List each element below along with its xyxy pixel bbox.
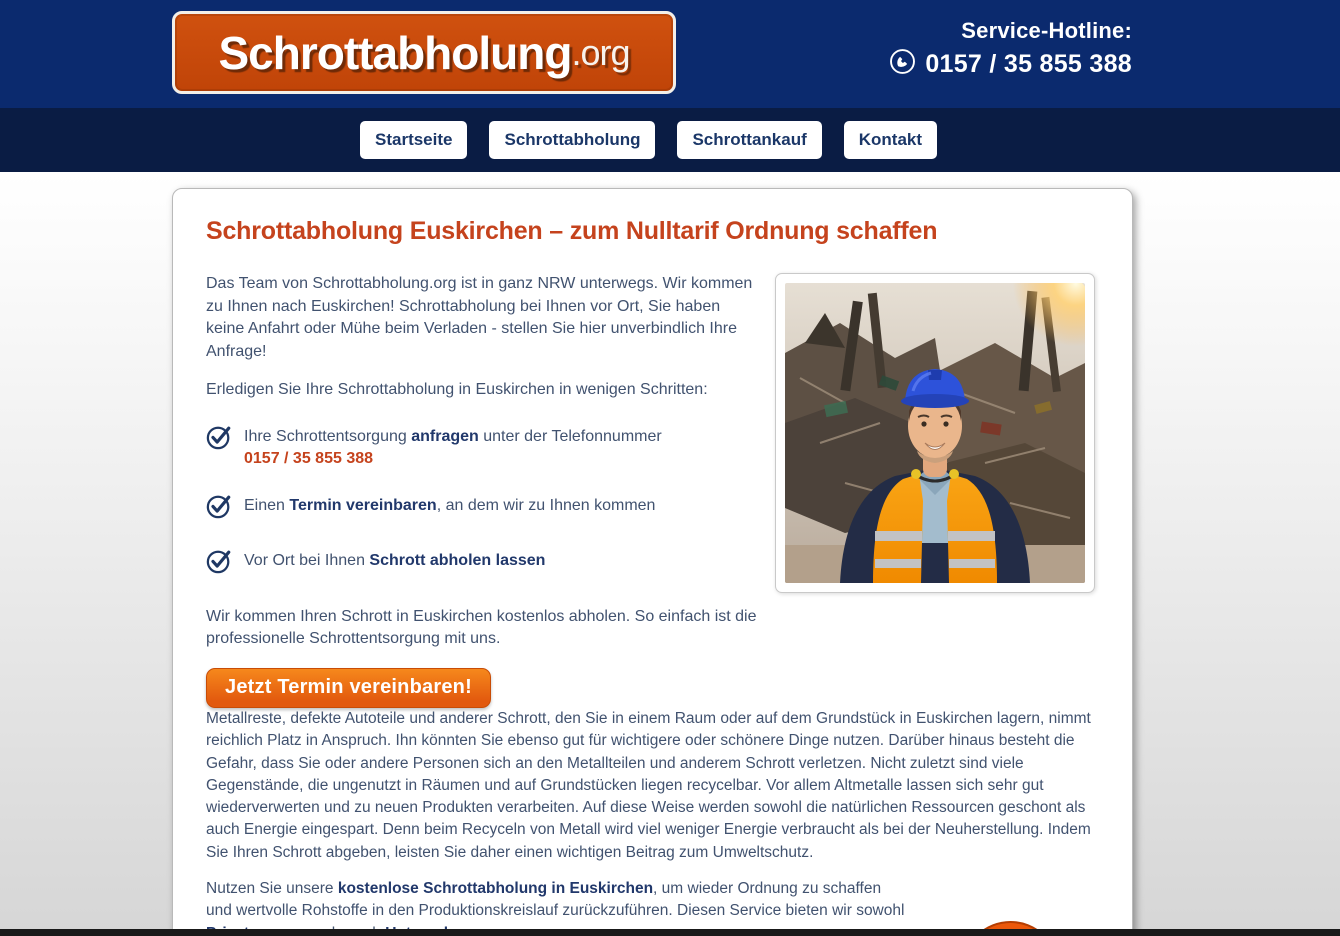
service-hotline <box>889 18 1132 80</box>
main-navigation <box>0 108 1340 172</box>
hotline-label: Service-Hotline: <box>961 18 1132 43</box>
check-circle-icon <box>206 424 232 458</box>
closing-paragraph: Nutzen Sie unsere kostenlose Schrottabholung in Euskirchen, um wieder Ordnung zu schaffen und wertvolle Rohstoffe in den Produktionskreislauf zurückzuführen. Diesen Service bieten wir sowohl <box>206 880 905 920</box>
intro-column <box>206 273 762 708</box>
nav-item-startseite[interactable]: Startseite <box>360 121 467 159</box>
cta-appointment-button[interactable]: Jetzt Termin vereinbaren! <box>206 668 491 708</box>
check-circle-icon <box>206 493 232 527</box>
hero-image-frame <box>775 273 1095 593</box>
page-title: Schrottabholung Euskirchen – zum Nulltarif Ordnung schaffen <box>206 217 938 245</box>
site-header <box>0 0 1340 108</box>
checklist-item-text[interactable]: Ihre Schrottentsorgung anfragen unter der Telefonnummer 0157 / 35 855 388 <box>244 427 662 467</box>
steps-intro: Erledigen Sie Ihre Schrottabholung in Euskirchen in wenigen Schritten: <box>206 381 708 398</box>
after-list-paragraph: Wir kommen Ihren Schrott in Euskirchen kostenlos abholen. So einfach ist die professionelle Schrottentsorgung mit uns. <box>206 607 757 647</box>
nav-item-kontakt[interactable]: Kontakt <box>844 121 937 159</box>
body-paragraph: Metallreste, defekte Autoteile und anderer Schrott, den Sie in einem Raum oder auf dem Grundstück in Euskirchen lagern, nimmt reichlich Platz in Anspruch. Ihn könnten Sie ebenso gut für wichtigere oder schönere Dinge nutzen. Darüber hinaus besteht die Gefahr, dass Sie oder andere Personen sich an den Metallteilen und anderem Schrott verletzen. Nicht zuletzt sind viele Gegenstände, die ungenutzt in Räumen und auf Grundstücken liegen recycelbar. Vor allem Altmetalle lassen sich sehr gut wiederverwerten und zu neuen Produkten verarbeiten. Auf diese Weise werden sowohl die natürlichen Ressourcen geschont als auch Energie eingespart. Denn beim Recyceln von Metall wird viel weniger Energie verbraucht als bei der Neuherstellung. Indem Sie Ihren Schrott abgeben, leisten Sie daher einen wichtigen Beitrag zum Umweltschutz. <box>206 710 1091 861</box>
nav-item-schrottankauf[interactable]: Schrottankauf <box>677 121 821 159</box>
checklist-item <box>206 426 762 471</box>
checklist-item-text: Einen Termin vereinbaren, an dem wir zu Ihnen kommen <box>244 496 656 514</box>
worker-photo <box>785 283 1085 583</box>
phone-icon <box>889 48 916 80</box>
checklist-item <box>206 495 762 527</box>
lower-section <box>206 708 1106 936</box>
intro-paragraph: Das Team von Schrottabholung.org ist in ganz NRW unterwegs. Wir kommen zu Ihnen nach Euskirchen! Schrottabholung bei Ihnen vor Ort, Sie haben keine Anfahrt oder Mühe beim Verladen - stellen Sie hier unverbindlich Ihre Anfrage! <box>206 275 753 360</box>
hotline-number: 0157 / 35 855 388 <box>925 49 1132 78</box>
checklist-item-text: Vor Ort bei Ihnen Schrott abholen lassen <box>244 552 546 569</box>
checklist-item <box>206 550 762 582</box>
check-circle-icon <box>206 548 232 582</box>
footer-edge <box>0 929 1340 936</box>
steps-checklist <box>206 426 762 582</box>
content-card <box>172 188 1133 936</box>
logo-text: Schrottabholung <box>218 26 572 79</box>
site-logo[interactable] <box>172 11 676 94</box>
nav-item-schrottabholung[interactable]: Schrottabholung <box>489 121 655 159</box>
hotline-phone-link[interactable] <box>889 48 1132 80</box>
logo-suffix: .org <box>571 31 630 73</box>
